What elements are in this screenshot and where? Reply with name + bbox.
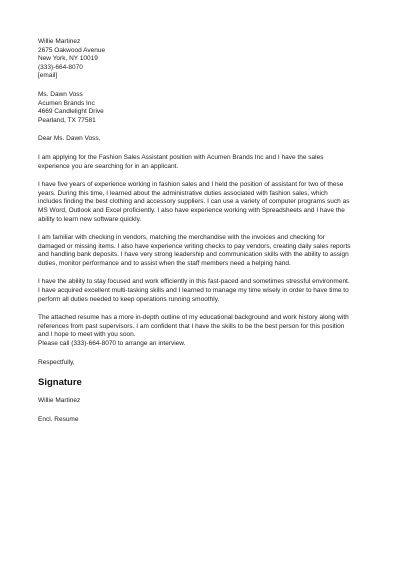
body-paragraph-3 xyxy=(38,234,373,268)
paragraph-line: I have the ability to stay focused and work efficiently in this fast-paced and sometimes stressful environment. xyxy=(38,278,350,286)
recipient-street: 4669 Candlelight Drive xyxy=(38,108,104,116)
paragraph-line: ability to learn new software quickly. xyxy=(38,215,142,223)
sender-address xyxy=(38,38,373,81)
paragraph-line: perform all duties needed to keep operations running smoothly. xyxy=(38,295,220,303)
paragraph-line: experience you are searching for in an applicant. xyxy=(38,162,179,170)
paragraph-line: I have acquired excellent multi-tasking skills and I learned to manage my time wisely in order to have time to xyxy=(38,287,349,295)
paragraph-line: damaged or missing items. I also have experience writing checks to pay vendors, creating daily sales reports xyxy=(38,242,351,250)
paragraph-line: includes finding the best clothing and accessory suppliers. I can use a variety of computer programs such as xyxy=(38,198,350,206)
body-paragraph-2 xyxy=(38,181,373,224)
enclosure: Encl. Resume xyxy=(38,415,79,423)
sender-street: 2675 Oakwood Avenue xyxy=(38,46,106,54)
paragraph-line: I have five years of experience working in fashion sales and I held the position of assistant for two of these xyxy=(38,181,344,189)
signature-title: Signature xyxy=(38,377,82,389)
paragraph-line: I am familiar with checking in vendors, matching the merchandise with the invoices and checking for xyxy=(38,234,325,242)
paragraph-line: I am applying for the Fashion Sales Assistant position with Acumen Brands Inc and I have the sales xyxy=(38,153,324,161)
recipient-company: Acumen Brands Inc xyxy=(38,99,95,107)
body-paragraph-4 xyxy=(38,278,373,304)
sender-email: [email] xyxy=(38,72,58,80)
paragraph-line: Please call (333)-664-8070 to arrange an interview. xyxy=(38,340,186,348)
sender-name: Willie Martinez xyxy=(38,38,81,45)
recipient-city-state-zip: Pearland, TX 77581 xyxy=(38,116,96,124)
sender-city-state-zip: New York, NY 10019 xyxy=(38,55,98,63)
body-paragraph-5 xyxy=(38,314,373,348)
paragraph-line: duties, monitor performance and to assist when the staff members need a helping hand. xyxy=(38,259,291,267)
paragraph-line: and I hope to meet with you soon. xyxy=(38,331,136,339)
paragraph-line: The attached resume has a more in-depth outline of my educational background and work history along with xyxy=(38,314,349,322)
paragraph-line: references from past supervisors. I am confident that I have the skills to be the best person for this position xyxy=(38,322,345,330)
salutation: Dear Ms. Dawn Voss, xyxy=(38,135,101,143)
recipient-address xyxy=(38,91,373,125)
sender-phone: (333)-664-8070 xyxy=(38,63,83,71)
closing: Respectfully, xyxy=(38,358,75,366)
signer-name: Willie Martinez xyxy=(38,397,81,405)
paragraph-line: MS Word, Outlook and Excel proficiently. I also have experience working with Spreadsheets and I have the xyxy=(38,206,345,214)
paragraph-line: years. During this time, I learned about the administrative duties associated with fashion sales, which xyxy=(38,189,328,197)
body-paragraph-1 xyxy=(38,154,373,171)
recipient-name: Ms. Dawn Voss xyxy=(38,90,83,98)
paragraph-line: and handling bank deposits. I have very strong leadership and communication skills with the ability to assign xyxy=(38,251,349,259)
